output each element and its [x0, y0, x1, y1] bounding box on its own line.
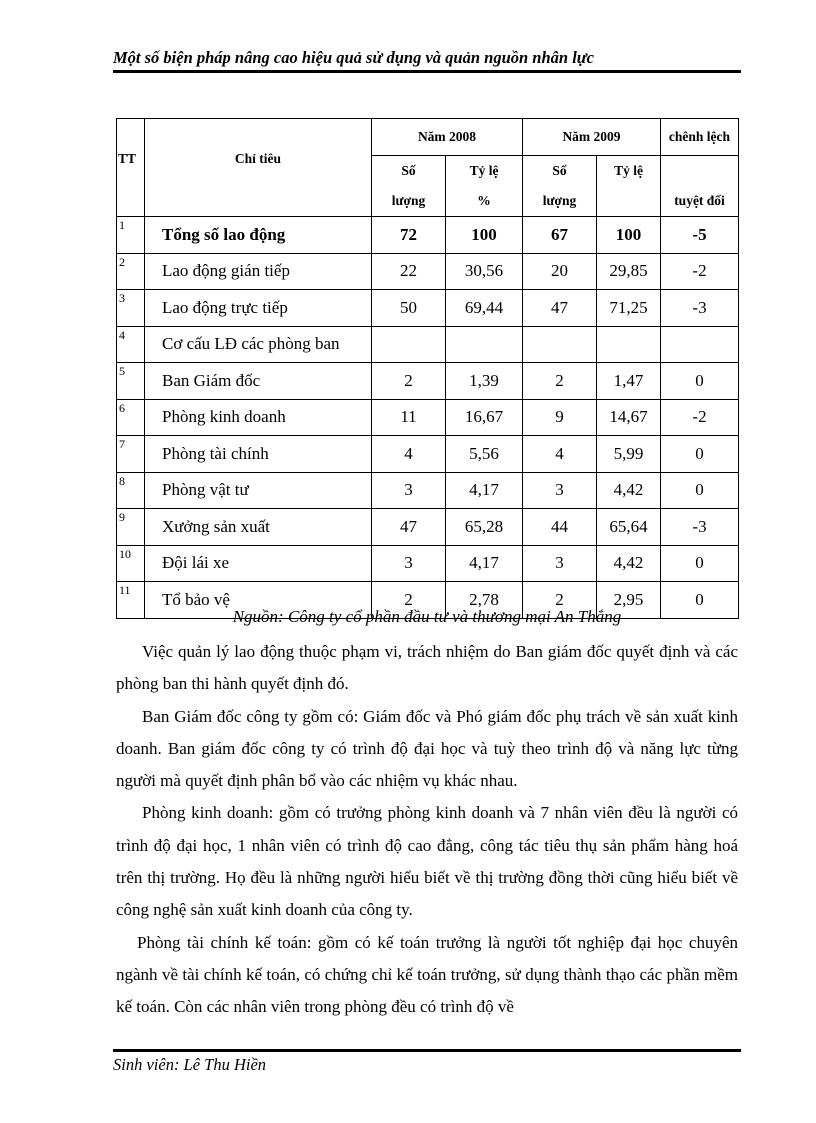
cell-tl09: 100: [597, 217, 661, 254]
table-source-note: Nguồn: Công ty cổ phần đầu tư và thương mại An Thắng: [232, 607, 622, 626]
cell-sl08: 3: [372, 472, 446, 509]
paragraph: Phòng kinh doanh: gồm có trưởng phòng kinh doanh và 7 nhân viên đều là người có trình độ đại học, 1 nhân viên có trình độ cao đẳng, công tác tiêu thụ sản phẩm hàng hoá trên thị trường. Họ đều là những người hiểu biết về thị trường đồng thời cũng hiểu biết về công nghệ sản xuất kinh doanh của công ty.: [116, 803, 738, 920]
table-row: [117, 545, 739, 582]
cell-tl08: 65,28: [446, 509, 523, 546]
cell-diff: 0: [661, 545, 739, 582]
cell-diff: -5: [661, 217, 739, 254]
cell-tl09: 5,99: [597, 436, 661, 473]
table-row: [117, 436, 739, 473]
table-row: [117, 509, 739, 546]
header-tt: TT: [117, 119, 145, 217]
table-row: [117, 217, 739, 254]
page-header-title: Một số biện pháp nâng cao hiệu quả sử dụng và quản nguồn nhân lực: [113, 48, 594, 67]
cell-sl09: 20: [523, 253, 597, 290]
cell-tl08: 2,78: [446, 582, 523, 619]
cell-tt: 5: [117, 363, 145, 400]
cell-tl08: 1,39: [446, 363, 523, 400]
cell-diff: 0: [661, 582, 739, 619]
cell-tl09: 2,95: [597, 582, 661, 619]
cell-sl08: 50: [372, 290, 446, 327]
cell-diff: [661, 326, 739, 363]
labor-structure-table: [116, 118, 739, 619]
cell-tl09: 1,47: [597, 363, 661, 400]
paragraph: Việc quản lý lao động thuộc phạm vi, trách nhiệm do Ban giám đốc quyết định và các phòng ban thi hành quyết định đó.: [116, 642, 738, 694]
cell-diff: 0: [661, 436, 739, 473]
cell-tt: 4: [117, 326, 145, 363]
cell-name: Phòng kinh doanh: [145, 399, 372, 436]
subheader-tuyet-doi: tuyệt đối: [661, 156, 739, 217]
cell-sl08: 22: [372, 253, 446, 290]
cell-sl08: [372, 326, 446, 363]
cell-diff: 0: [661, 363, 739, 400]
header-nam-2009: Năm 2009: [523, 119, 661, 156]
cell-sl08: 3: [372, 545, 446, 582]
footer-rule: [113, 1049, 741, 1052]
header-rule: [113, 70, 741, 73]
header-chi-tieu: Chỉ tiêu: [145, 119, 372, 217]
cell-sl09: [523, 326, 597, 363]
cell-diff: -3: [661, 290, 739, 327]
cell-sl08: 47: [372, 509, 446, 546]
cell-name: Tổng số lao động: [145, 217, 372, 254]
cell-tl09: 29,85: [597, 253, 661, 290]
cell-name: Phòng vật tư: [145, 472, 372, 509]
cell-sl09: 9: [523, 399, 597, 436]
cell-tt: 7: [117, 436, 145, 473]
cell-tl09: 4,42: [597, 545, 661, 582]
cell-sl09: 2: [523, 363, 597, 400]
cell-tl08: 30,56: [446, 253, 523, 290]
cell-name: Xưởng sản xuất: [145, 509, 372, 546]
cell-tl08: 100: [446, 217, 523, 254]
body-text: [116, 636, 738, 1024]
cell-sl09: 3: [523, 472, 597, 509]
header-chenh-lech: chênh lệch: [661, 119, 739, 156]
cell-tt: 6: [117, 399, 145, 436]
cell-sl08: 2: [372, 582, 446, 619]
subheader-so-luong-2008: Số lượng: [372, 156, 446, 217]
table-row: [117, 253, 739, 290]
cell-tt: 8: [117, 472, 145, 509]
cell-name: Lao động gián tiếp: [145, 253, 372, 290]
cell-tl09: 14,67: [597, 399, 661, 436]
cell-tt: 9: [117, 509, 145, 546]
cell-tl09: 4,42: [597, 472, 661, 509]
cell-name: Tổ bảo vệ: [145, 582, 372, 619]
cell-tl08: 69,44: [446, 290, 523, 327]
cell-sl08: 2: [372, 363, 446, 400]
cell-name: Lao động trực tiếp: [145, 290, 372, 327]
cell-sl09: 44: [523, 509, 597, 546]
cell-sl08: 4: [372, 436, 446, 473]
table-row: [117, 290, 739, 327]
cell-name: Phòng tài chính: [145, 436, 372, 473]
cell-diff: -2: [661, 253, 739, 290]
cell-tt: 11: [117, 582, 145, 619]
cell-tl08: [446, 326, 523, 363]
cell-tl08: 16,67: [446, 399, 523, 436]
cell-sl08: 11: [372, 399, 446, 436]
subheader-so-luong-2009: Số lượng: [523, 156, 597, 217]
footer-student: Sinh viên: Lê Thu Hiền: [113, 1055, 267, 1074]
cell-sl09: 4: [523, 436, 597, 473]
header-nam-2008: Năm 2008: [372, 119, 523, 156]
table-row: [117, 399, 739, 436]
cell-sl09: 47: [523, 290, 597, 327]
cell-name: Cơ cấu LĐ các phòng ban: [145, 326, 372, 363]
subheader-ty-le-2009: Tỷ lệ: [597, 156, 661, 217]
cell-sl09: 3: [523, 545, 597, 582]
subheader-ty-le-2008: Tỷ lệ %: [446, 156, 523, 217]
table-header-row: [117, 119, 739, 156]
cell-name: Đội lái xe: [145, 545, 372, 582]
cell-tt: 3: [117, 290, 145, 327]
cell-sl08: 72: [372, 217, 446, 254]
table-row: [117, 472, 739, 509]
cell-diff: -2: [661, 399, 739, 436]
cell-diff: -3: [661, 509, 739, 546]
table-row: [117, 326, 739, 363]
cell-tt: 2: [117, 253, 145, 290]
cell-tl09: [597, 326, 661, 363]
cell-tl09: 65,64: [597, 509, 661, 546]
cell-diff: 0: [661, 472, 739, 509]
cell-sl09: 67: [523, 217, 597, 254]
cell-tl08: 4,17: [446, 472, 523, 509]
cell-sl09: 2: [523, 582, 597, 619]
table-row: [117, 363, 739, 400]
cell-tl08: 4,17: [446, 545, 523, 582]
cell-name: Ban Giám đốc: [145, 363, 372, 400]
cell-tl09: 71,25: [597, 290, 661, 327]
paragraph: Ban Giám đốc công ty gồm có: Giám đốc và Phó giám đốc phụ trách về sản xuất kinh doanh. Ban giám đốc công ty có trình độ đại học và tuỳ theo trình độ và năng lực từng người mà quyết định phân bổ vào các nhiệm vụ khác nhau.: [116, 706, 738, 791]
cell-tt: 1: [117, 217, 145, 254]
cell-tl08: 5,56: [446, 436, 523, 473]
paragraph: Phòng tài chính kế toán: gồm có kế toán trưởng là người tốt nghiệp đại học chuyên ngành về tài chính kế toán, có chứng chỉ kế toán trưởng, sử dụng thành thạo các phần mềm kế toán. Còn các nhân viên trong phòng đều có trình độ về: [116, 932, 738, 1017]
cell-tt: 10: [117, 545, 145, 582]
